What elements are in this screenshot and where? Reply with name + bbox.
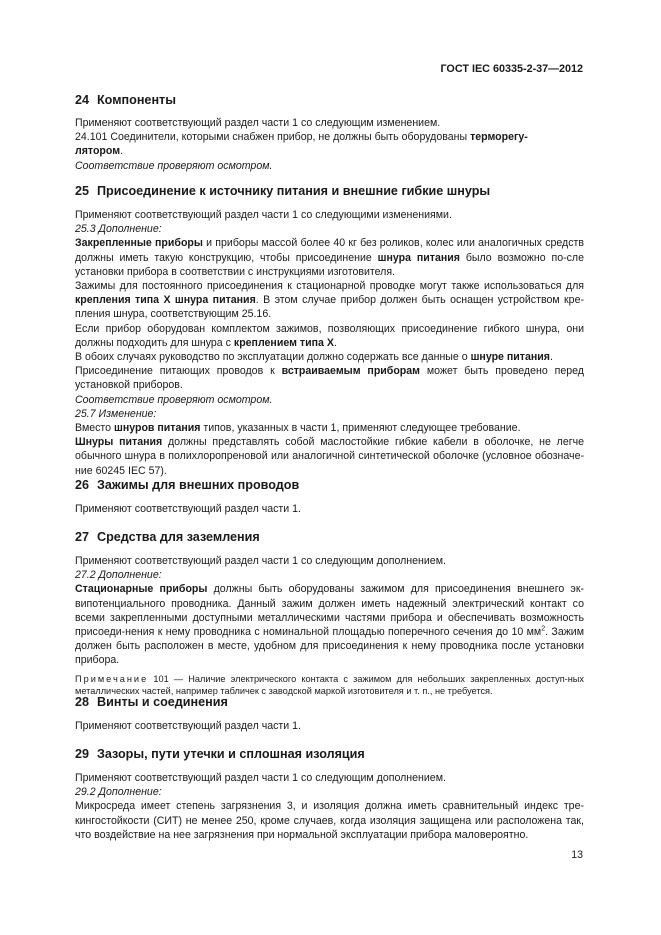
section-29-body	[75, 771, 584, 842]
paragraph: Зажимы для постоянного присоединения к стационарной проводке могут также использоваться для крепления типа X шнура питания. В этом случае прибор должен быть оснащен устройством кре-пления шнура, соответствующим 25.16.	[75, 280, 584, 321]
section-number: 27	[75, 530, 90, 544]
paragraph: 27.2 Дополнение:	[75, 569, 162, 582]
section-number: 29	[75, 747, 90, 761]
paragraph: В обоих случаях руководство по эксплуатации должно содержать все данные о шнуре питания.	[75, 351, 553, 364]
section-28-heading	[75, 695, 228, 709]
section-26-heading	[75, 478, 299, 492]
paragraph: Применяют соответствующий раздел части 1 со следующим изменением.	[75, 117, 441, 129]
paragraph: Применяют соответствующий раздел части 1 со следующим дополнением.	[75, 772, 446, 784]
paragraph: 29.2 Дополнение:	[75, 786, 162, 799]
section-25-body	[75, 208, 584, 478]
section-number: 26	[75, 478, 90, 492]
section-24-body	[75, 116, 584, 173]
paragraph: Шнуры питания должны представлять собой маслостойкие гибкие кабели в оболочке, не легче обычного шнура в полихлоропреновой или аналогичной синтетической оболочке (условное обозначе-ние 60245 IEC 57).	[75, 436, 584, 477]
section-number: 25	[75, 184, 90, 198]
paragraph: Закрепленные приборы и приборы массой более 40 кг без роликов, колес или аналогичных средств должны иметь такую конструкцию, чтобы присоединение шнура питания было возможно по-сле установки прибора в соответствии с инструкциями изготовителя.	[75, 237, 584, 278]
section-25-heading	[75, 184, 490, 198]
paragraph: 25.3 Дополнение:	[75, 223, 162, 236]
paragraph: 24.101 Соединители, которыми снабжен прибор, не должны быть оборудованы терморегу- лятором.	[75, 131, 528, 158]
paragraph-compliance: Соответствие проверяют осмотром.	[75, 159, 273, 172]
paragraph: Стационарные приборы должны быть оборудованы зажимом для присоединения внешнего эк-випотенциального проводника. Данный зажим должен иметь надежный электрический контакт со всеми закрепленными доступными металлическими частями прибора и обеспечивать возможность присоеди-нения к нему проводника с номинальной площадью поперечного сечения до 10 $мм^2$. Зажим должен быть расположен в месте, удобном для присоединения к нему проводника после установки прибора.	[75, 583, 584, 667]
section-title: Зажимы для внешних проводов	[97, 478, 300, 492]
section-title: Присоединение к источнику питания и внешние гибкие шнуры	[97, 184, 491, 198]
paragraph: Применяют соответствующий раздел части 1.	[75, 503, 301, 515]
section-number: 28	[75, 695, 90, 709]
section-title: Зазоры, пути утечки и сплошная изоляция	[97, 747, 365, 761]
paragraph: 25.7 Изменение:	[75, 407, 157, 420]
page-number: 13	[571, 849, 583, 861]
note: Примечание 101 — Наличие электрического контакта с зажимом для небольших закрепленных доступ-ных металлических частей, например табличек с заводской маркой изготовителя и т. п., не требуется.	[75, 673, 584, 697]
section-28-body	[75, 719, 584, 733]
section-26-body	[75, 502, 584, 516]
section-27-heading	[75, 530, 260, 544]
paragraph: Вместо шнуров питания типов, указанных в части 1, применяют следующее требование.	[75, 422, 521, 435]
section-title: Винты и соединения	[97, 695, 228, 709]
section-24-heading	[75, 93, 176, 107]
section-number: 24	[75, 93, 90, 107]
section-27-body	[75, 554, 584, 698]
section-title: Средства для заземления	[97, 530, 260, 544]
paragraph: Применяют соответствующий раздел части 1.	[75, 720, 301, 732]
paragraph: Применяют соответствующий раздел части 1 со следующими изменениями.	[75, 209, 452, 221]
paragraph: Присоединение питающих проводов к встраиваемым приборам может быть проведено перед установкой приборов.	[75, 365, 584, 392]
standard-header: ГОСТ IEC 60335-2-37—2012	[440, 63, 583, 75]
paragraph-compliance: Соответствие проверяют осмотром.	[75, 393, 273, 406]
paragraph: Микросреда имеет степень загрязнения 3, и изоляция должна иметь сравнительный индекс тре-кингостойкости (СИТ) не менее 250, кроме случаев, когда изоляция защищена или расположена так, что воздействие на нее загрязнения при нормальной эксплуатации прибора маловероятно.	[75, 800, 584, 841]
section-29-heading	[75, 747, 365, 761]
paragraph: Если прибор оборудован комплектом зажимов, позволяющих присоединение гибкого шнура, они должны подходить для шнура с креплением типа X.	[75, 322, 584, 349]
paragraph: Применяют соответствующий раздел части 1 со следующим дополнением.	[75, 555, 446, 567]
section-title: Компоненты	[97, 93, 176, 107]
